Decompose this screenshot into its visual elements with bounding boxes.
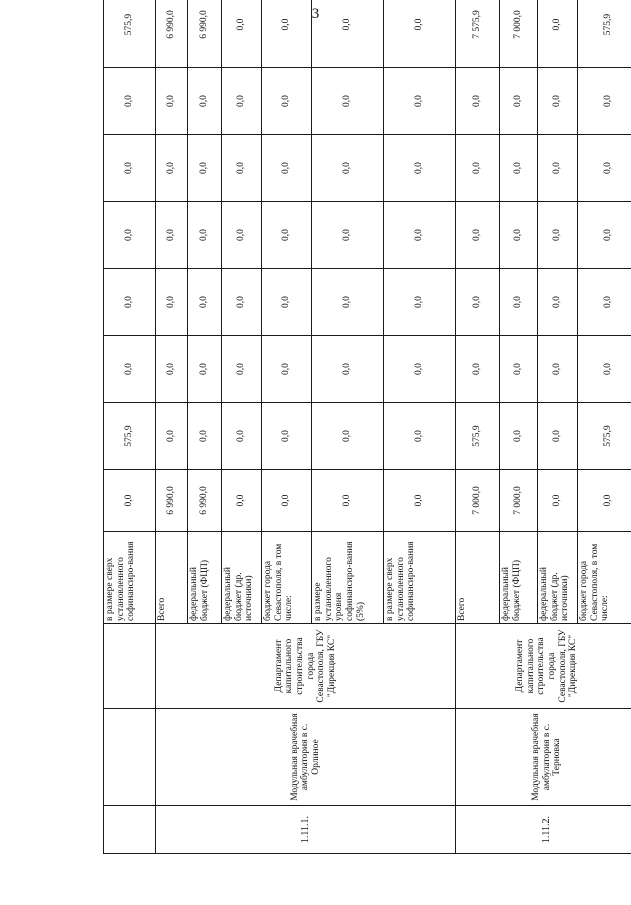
value-cell: 6 990,0 bbox=[188, 470, 222, 532]
value-cell: 0,0 bbox=[104, 68, 156, 135]
value-cell: 0,0 bbox=[222, 269, 262, 336]
total-cell: 0,0 bbox=[538, 0, 578, 68]
table-body bbox=[104, 0, 631, 854]
value-cell: 0,0 bbox=[384, 470, 456, 532]
value-cell: 0,0 bbox=[222, 336, 262, 403]
value-cell: 7 000,0 bbox=[500, 470, 538, 532]
value-cell: 0,0 bbox=[156, 336, 188, 403]
value-cell: 0,0 bbox=[312, 403, 384, 470]
value-cell: 0,0 bbox=[156, 403, 188, 470]
value-cell: 0,0 bbox=[188, 135, 222, 202]
total-cell: 575,9 bbox=[578, 0, 631, 68]
funding-source: бюджет города Севастополя, в том числе: bbox=[578, 532, 631, 624]
value-cell: 0,0 bbox=[500, 202, 538, 269]
value-cell: 0,0 bbox=[578, 336, 631, 403]
responsible-executor bbox=[104, 624, 156, 709]
value-cell: 6 990,0 bbox=[156, 470, 188, 532]
value-cell: 0,0 bbox=[538, 470, 578, 532]
value-cell: 0,0 bbox=[156, 135, 188, 202]
value-cell: 0,0 bbox=[538, 68, 578, 135]
value-cell: 0,0 bbox=[456, 135, 500, 202]
value-cell: 0,0 bbox=[312, 202, 384, 269]
value-cell: 575,9 bbox=[578, 403, 631, 470]
object-name: Модульная врачебная амбулатория в с. Терновка bbox=[456, 709, 631, 806]
value-cell: 0,0 bbox=[384, 403, 456, 470]
value-cell: 0,0 bbox=[312, 68, 384, 135]
value-cell: 0,0 bbox=[384, 135, 456, 202]
value-cell: 0,0 bbox=[384, 202, 456, 269]
value-cell: 0,0 bbox=[500, 403, 538, 470]
value-cell: 0,0 bbox=[104, 470, 156, 532]
page-number: 3 bbox=[311, 6, 320, 22]
value-cell: 0,0 bbox=[500, 135, 538, 202]
value-cell: 0,0 bbox=[456, 68, 500, 135]
object-name: Модульная врачебная амбулатория в с. Орлиное bbox=[156, 709, 456, 806]
responsible-executor: Департамент капитального строительства города Севастополя, ГБУ "Дирекция КС" bbox=[456, 624, 631, 709]
funding-source: в размере сверх установленного софинансиро-вания bbox=[104, 532, 156, 624]
value-cell: 0,0 bbox=[312, 470, 384, 532]
total-cell: 7 000,0 bbox=[500, 0, 538, 68]
funding-source: Всего bbox=[456, 532, 500, 624]
value-cell: 0,0 bbox=[538, 269, 578, 336]
total-cell: 0,0 bbox=[384, 0, 456, 68]
value-cell: 0,0 bbox=[188, 269, 222, 336]
value-cell: 0,0 bbox=[456, 202, 500, 269]
value-cell: 0,0 bbox=[104, 269, 156, 336]
total-cell: 6 990,0 bbox=[188, 0, 222, 68]
total-cell: 0,0 bbox=[312, 0, 384, 68]
value-cell: 0,0 bbox=[578, 135, 631, 202]
value-cell: 0,0 bbox=[104, 135, 156, 202]
funding-source: в размере установленного уровня софинансиро-вания (5%) bbox=[312, 532, 384, 624]
responsible-executor: Департамент капитального строительства города Севастополя, ГБУ "Дирекция КС" bbox=[156, 624, 456, 709]
value-cell: 0,0 bbox=[384, 269, 456, 336]
funding-table bbox=[103, 0, 631, 854]
total-cell: 575,9 bbox=[104, 0, 156, 68]
value-cell: 575,9 bbox=[456, 403, 500, 470]
value-cell: 0,0 bbox=[538, 202, 578, 269]
value-cell: 0,0 bbox=[262, 403, 312, 470]
rotated-table-container bbox=[103, 10, 613, 854]
value-cell: 0,0 bbox=[538, 336, 578, 403]
table-row bbox=[456, 0, 500, 854]
total-cell: 0,0 bbox=[262, 0, 312, 68]
row-code: 1.11.2. bbox=[456, 806, 631, 854]
value-cell: 0,0 bbox=[384, 336, 456, 403]
value-cell: 0,0 bbox=[312, 336, 384, 403]
total-cell: 7 575,9 bbox=[456, 0, 500, 68]
value-cell: 0,0 bbox=[312, 135, 384, 202]
value-cell: 0,0 bbox=[104, 202, 156, 269]
value-cell: 0,0 bbox=[500, 68, 538, 135]
value-cell: 0,0 bbox=[262, 202, 312, 269]
value-cell: 0,0 bbox=[104, 336, 156, 403]
value-cell: 0,0 bbox=[312, 269, 384, 336]
object-name bbox=[104, 709, 156, 806]
funding-source: Всего bbox=[156, 532, 188, 624]
value-cell: 0,0 bbox=[156, 202, 188, 269]
value-cell: 0,0 bbox=[384, 68, 456, 135]
value-cell: 0,0 bbox=[578, 202, 631, 269]
value-cell: 0,0 bbox=[456, 336, 500, 403]
value-cell: 0,0 bbox=[188, 202, 222, 269]
table-row bbox=[104, 0, 156, 854]
value-cell: 0,0 bbox=[222, 68, 262, 135]
value-cell: 0,0 bbox=[188, 403, 222, 470]
value-cell: 0,0 bbox=[538, 135, 578, 202]
value-cell: 575,9 bbox=[104, 403, 156, 470]
value-cell: 0,0 bbox=[188, 68, 222, 135]
row-code bbox=[104, 806, 156, 854]
value-cell: 0,0 bbox=[262, 135, 312, 202]
value-cell: 0,0 bbox=[578, 68, 631, 135]
value-cell: 0,0 bbox=[222, 135, 262, 202]
value-cell: 0,0 bbox=[578, 470, 631, 532]
funding-source: федеральный бюджет (др. источники) bbox=[222, 532, 262, 624]
funding-source: в размере сверх установленного софинансиро-вания bbox=[384, 532, 456, 624]
table-row bbox=[156, 0, 188, 854]
value-cell: 0,0 bbox=[222, 202, 262, 269]
funding-source: федеральный бюджет (ФЦП) bbox=[500, 532, 538, 624]
table-frame bbox=[103, 10, 613, 854]
value-cell: 0,0 bbox=[262, 470, 312, 532]
total-cell: 0,0 bbox=[222, 0, 262, 68]
funding-source: бюджет города Севастополя, в том числе: bbox=[262, 532, 312, 624]
funding-source: федеральный бюджет (ФЦП) bbox=[188, 532, 222, 624]
value-cell: 0,0 bbox=[538, 403, 578, 470]
funding-source: федеральный бюджет (др. источники) bbox=[538, 532, 578, 624]
value-cell: 0,0 bbox=[262, 269, 312, 336]
value-cell: 0,0 bbox=[500, 269, 538, 336]
value-cell: 7 000,0 bbox=[456, 470, 500, 532]
value-cell: 0,0 bbox=[262, 336, 312, 403]
value-cell: 0,0 bbox=[500, 336, 538, 403]
total-cell: 6 990,0 bbox=[156, 0, 188, 68]
value-cell: 0,0 bbox=[578, 269, 631, 336]
value-cell: 0,0 bbox=[188, 336, 222, 403]
value-cell: 0,0 bbox=[156, 269, 188, 336]
value-cell: 0,0 bbox=[222, 403, 262, 470]
value-cell: 0,0 bbox=[262, 68, 312, 135]
row-code: 1.11.1. bbox=[156, 806, 456, 854]
value-cell: 0,0 bbox=[222, 470, 262, 532]
value-cell: 0,0 bbox=[456, 269, 500, 336]
value-cell: 0,0 bbox=[156, 68, 188, 135]
